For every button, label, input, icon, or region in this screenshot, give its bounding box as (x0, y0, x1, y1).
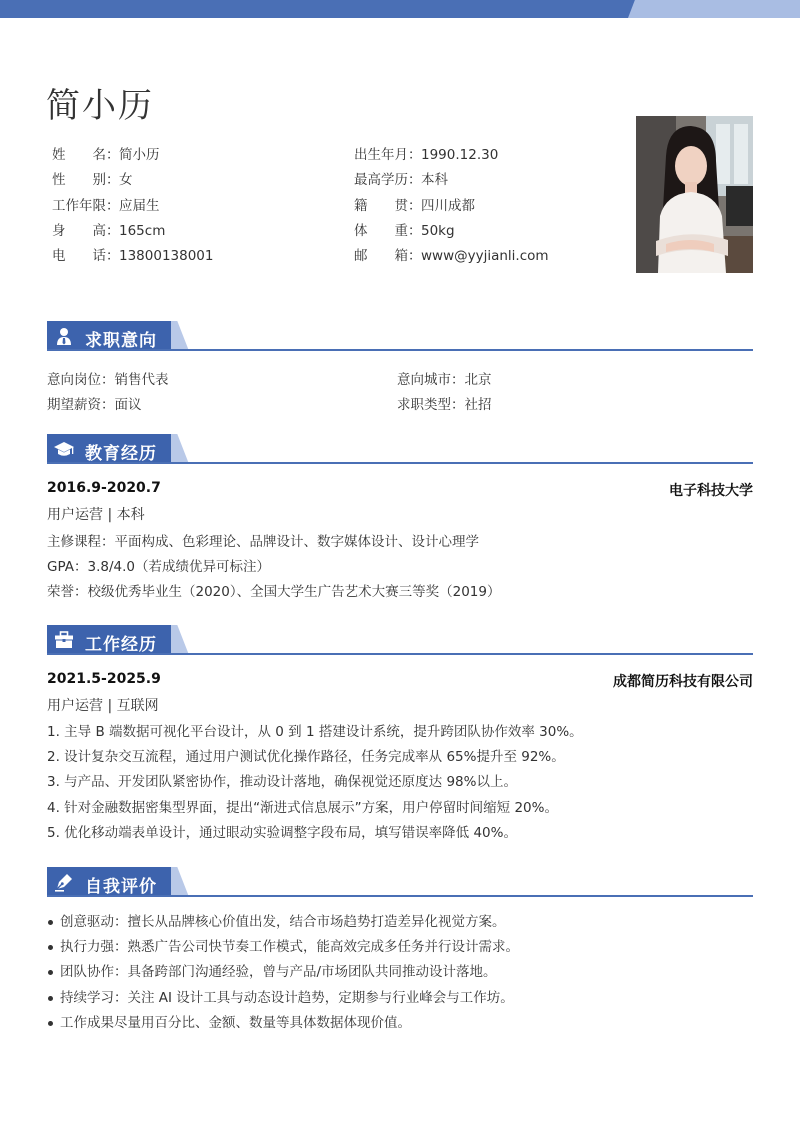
graduation-cap-icon (53, 438, 75, 460)
info-label: 籍 贯： (354, 197, 422, 214)
section-header-self (47, 867, 753, 899)
info-row (52, 168, 213, 193)
self-evaluation-item: 工作成果尽量用百分比、金额、数量等具体数据体现价值。 (47, 1011, 519, 1036)
work-item: 5. 优化移动端表单设计，通过眼动实验调整字段布局，填写错误率降低 40%。 (47, 824, 517, 841)
person-icon (53, 325, 75, 347)
info-value: 本科 (421, 172, 448, 189)
education-detail-line: GPA：3.8/4.0（若成绩优异可标注） (47, 559, 270, 576)
education-detail-line: 主修课程：平面构成、色彩理论、品牌设计、数字媒体设计、设计心理学 (47, 534, 479, 550)
work-item: 3. 与产品、开发团队紧密协作，推动设计落地，确保视觉还原度达 98%以上。 (47, 774, 517, 791)
top-decor-dark (0, 0, 640, 18)
info-row (52, 244, 213, 269)
work-item: 4. 针对金融数据密集型界面，提出“渐进式信息展示”方案，用户停留时间缩短 20%。 (47, 799, 558, 816)
intent-position-value: 销售代表 (114, 372, 169, 388)
education-details (47, 530, 500, 606)
profile-photo-illustration (636, 116, 753, 273)
work-role: 用户运营 | 互联网 (47, 698, 159, 714)
info-value: 简小历 (119, 147, 160, 163)
work-item: 2. 设计复杂交互流程，通过用户测试优化操作路径，任务完成率从 65%提升至 92%。 (47, 749, 565, 766)
section-bar-tab (171, 625, 189, 655)
intent-city-label: 意向城市： (397, 372, 465, 388)
intent-city-value: 北京 (464, 372, 492, 388)
education-school: 电子科技大学 (669, 483, 753, 499)
top-decor-bar (0, 0, 800, 18)
section-header-work (47, 625, 753, 657)
work-date: 2021.5-2025.9 (47, 671, 161, 687)
section-bar-tab (171, 321, 189, 351)
info-label: 最高学历： (354, 172, 422, 189)
work-items (47, 720, 583, 846)
info-row (354, 143, 549, 168)
info-row (354, 244, 549, 269)
info-value: 165cm (119, 222, 166, 239)
info-value: 50kg (421, 222, 455, 239)
profile-photo (636, 116, 753, 273)
info-label: 电 话： (52, 248, 120, 265)
intent-salary (47, 393, 142, 413)
section-title: 教育经历 (85, 444, 157, 464)
info-label: 出生年月： (354, 147, 422, 163)
education-major: 用户运营 | 本科 (47, 507, 145, 523)
self-evaluation-item: 团队协作：具备跨部门沟通经验，曾与产品/市场团队共同推动设计落地。 (47, 960, 519, 985)
info-row (354, 194, 549, 219)
section-title: 求职意向 (85, 331, 157, 351)
info-value: 女 (119, 172, 133, 189)
intent-type-value: 社招 (464, 397, 492, 413)
info-label: 体 重： (354, 222, 422, 239)
section-bar-tab (171, 434, 189, 464)
intent-city (397, 368, 492, 388)
basic-info-right (354, 143, 549, 269)
info-value: www@yyjianli.com (421, 248, 549, 265)
top-decor-light (628, 0, 800, 18)
section-bar-tab (171, 867, 189, 897)
self-evaluation-list (47, 910, 519, 1036)
section-header-intent (47, 321, 753, 353)
info-label: 工作年限： (52, 197, 120, 214)
info-value: 1990.12.30 (421, 147, 499, 163)
info-row (354, 168, 549, 193)
intent-position (47, 368, 169, 388)
info-value: 应届生 (119, 197, 160, 214)
work-company: 成都简历科技有限公司 (613, 674, 753, 690)
self-evaluation-item: 持续学习：关注 AI 设计工具与动态设计趋势，定期参与行业峰会与工作坊。 (47, 986, 519, 1011)
intent-type-label: 求职类型： (397, 397, 465, 413)
info-row (52, 143, 213, 168)
info-row (354, 219, 549, 244)
section-title: 自我评价 (85, 877, 157, 897)
work-item: 1. 主导 B 端数据可视化平台设计，从 0 到 1 搭建设计系统，提升跨团队协作效率 30%。 (47, 724, 583, 740)
resume-name: 简小历 (46, 86, 154, 126)
intent-salary-value: 面议 (114, 397, 142, 413)
section-header-education (47, 434, 753, 466)
intent-type (397, 393, 492, 413)
info-value: 13800138001 (119, 248, 214, 265)
info-row (52, 194, 213, 219)
info-label: 邮 箱： (354, 248, 422, 265)
info-row (52, 219, 213, 244)
self-evaluation-item: 创意驱动：擅长从品牌核心价值出发，结合市场趋势打造差异化视觉方案。 (47, 910, 519, 935)
info-label: 姓 名： (52, 147, 120, 163)
pen-icon (53, 871, 75, 893)
intent-salary-label: 期望薪资： (47, 397, 115, 413)
info-label: 性 别： (52, 172, 120, 189)
section-title: 工作经历 (85, 635, 157, 655)
education-date: 2016.9-2020.7 (47, 480, 161, 496)
basic-info-left (52, 143, 213, 269)
self-evaluation-item: 执行力强：熟悉广告公司快节奏工作模式，能高效完成多任务并行设计需求。 (47, 935, 519, 960)
briefcase-icon (53, 629, 75, 651)
info-value: 四川成都 (421, 197, 475, 214)
intent-position-label: 意向岗位： (47, 372, 115, 388)
education-detail-line: 荣誉：校级优秀毕业生（2020）、全国大学生广告艺术大赛三等奖（2019） (47, 584, 501, 601)
info-label: 身 高： (52, 222, 120, 239)
